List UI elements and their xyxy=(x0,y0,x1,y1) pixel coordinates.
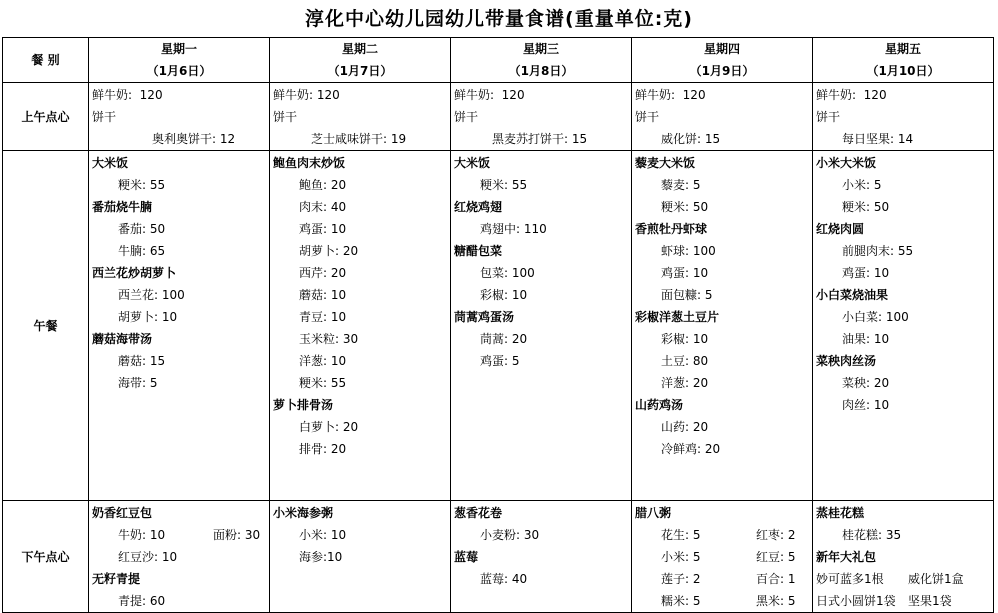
ingredient: 藜麦: 5 xyxy=(661,178,701,192)
ingredient: 番茄: 50 xyxy=(118,222,166,236)
dish-name: 小米大米饭 xyxy=(816,156,877,170)
snack-item: 每日坚果: 14 xyxy=(842,132,914,146)
afternoon-cell-mon xyxy=(89,501,270,613)
ingredient: 西兰花: 100 xyxy=(118,288,185,302)
morning-label: 上午点心 xyxy=(3,83,89,151)
ingredient: 小米: 5 xyxy=(842,178,882,192)
ingredient: 粳米: 50 xyxy=(842,200,890,214)
ingredient: 红豆沙: 10 xyxy=(118,550,178,564)
day-date: （1月8日） xyxy=(508,64,574,78)
dish-name: 山药鸡汤 xyxy=(635,398,684,412)
meal-label-header: 餐 别 xyxy=(3,38,89,83)
dish-name: 红烧肉圆 xyxy=(816,222,865,236)
dish-name: 鲍鱼肉末炒饭 xyxy=(273,156,346,170)
lunch-cell-thu xyxy=(632,151,813,501)
dish-name: 奶香红豆包 xyxy=(92,506,153,520)
lunch-label: 午餐 xyxy=(3,151,89,501)
dish-name: 大米饭 xyxy=(92,156,129,170)
day-header-tue xyxy=(270,38,451,83)
dish-name: 藜麦大米饭 xyxy=(635,156,696,170)
ingredient: 糯米: 5 xyxy=(661,594,701,608)
ingredient: 蓝莓: 40 xyxy=(480,572,528,586)
gift-item: 日式小圆饼1袋 xyxy=(816,594,896,608)
dish-name: 小白菜烧油果 xyxy=(816,288,889,302)
ingredient: 莲子: 2 xyxy=(661,572,701,586)
afternoon-cell-wed xyxy=(451,501,632,613)
ingredient: 面粉: 30 xyxy=(213,528,261,542)
gift-item: 坚果1袋 xyxy=(908,594,952,608)
dish-name: 萝卜排骨汤 xyxy=(273,398,334,412)
ingredient: 鲍鱼: 20 xyxy=(299,178,347,192)
ingredient-pair xyxy=(635,524,812,546)
ingredient: 彩椒: 10 xyxy=(480,288,528,302)
gift-item: 威化饼1盒 xyxy=(908,572,964,586)
dish-name: 番茄烧牛腩 xyxy=(92,200,153,214)
milk-line: 鲜牛奶: 120 xyxy=(454,88,525,102)
day-header-wed xyxy=(451,38,632,83)
dish-name: 茼蒿鸡蛋汤 xyxy=(454,310,515,324)
lunch-cell-tue xyxy=(270,151,451,501)
afternoon-cell-tue xyxy=(270,501,451,613)
afternoon-label: 下午点心 xyxy=(3,501,89,613)
biscuit-line: 饼干 xyxy=(273,110,298,124)
gift-pair xyxy=(816,568,993,590)
dish-name: 腊八粥 xyxy=(635,506,672,520)
dish-name: 葱香花卷 xyxy=(454,506,503,520)
ingredient: 海带: 5 xyxy=(118,376,158,390)
morning-cell-thu xyxy=(632,83,813,151)
dish-name: 糖醋包菜 xyxy=(454,244,503,258)
snack-item: 黑麦苏打饼干: 15 xyxy=(492,132,588,146)
ingredient: 玉米粒: 30 xyxy=(299,332,359,346)
dish-name: 蘑菇海带汤 xyxy=(92,332,153,346)
ingredient: 海参:10 xyxy=(299,550,343,564)
lunch-cell-wed xyxy=(451,151,632,501)
afternoon-cell-thu xyxy=(632,501,813,613)
day-date: （1月9日） xyxy=(689,64,755,78)
ingredient: 菜秧: 20 xyxy=(842,376,890,390)
ingredient: 土豆: 80 xyxy=(661,354,709,368)
milk-line: 鲜牛奶: 120 xyxy=(635,88,706,102)
afternoon-row xyxy=(3,501,994,613)
day-name: 星期五 xyxy=(884,42,921,56)
milk-line: 鲜牛奶: 120 xyxy=(273,88,340,102)
dish-name: 大米饭 xyxy=(454,156,491,170)
ingredient: 包菜: 100 xyxy=(480,266,535,280)
ingredient: 红豆: 5 xyxy=(756,550,796,564)
ingredient: 蘑菇: 15 xyxy=(118,354,166,368)
ingredient-pair xyxy=(635,546,812,568)
ingredient: 粳米: 55 xyxy=(299,376,347,390)
ingredient: 肉丝: 10 xyxy=(842,398,890,412)
dish-name: 西兰花炒胡萝卜 xyxy=(92,266,177,280)
morning-cell-mon xyxy=(89,83,270,151)
dish-name: 蓝莓 xyxy=(454,550,479,564)
afternoon-cell-fri xyxy=(813,501,994,613)
day-header-thu xyxy=(632,38,813,83)
morning-cell-fri xyxy=(813,83,994,151)
day-header-mon xyxy=(89,38,270,83)
dish-name: 小米海参粥 xyxy=(273,506,334,520)
ingredient: 粳米: 55 xyxy=(118,178,166,192)
ingredient-pair xyxy=(92,524,269,546)
milk-line: 鲜牛奶: 120 xyxy=(816,88,887,102)
day-date: （1月7日） xyxy=(327,64,393,78)
day-name: 星期二 xyxy=(341,42,378,56)
ingredient: 肉末: 40 xyxy=(299,200,347,214)
ingredient: 鸡蛋: 5 xyxy=(480,354,520,368)
ingredient: 红枣: 2 xyxy=(756,528,796,542)
day-name: 星期四 xyxy=(703,42,740,56)
ingredient: 小米: 10 xyxy=(299,528,347,542)
ingredient: 青提: 60 xyxy=(118,594,166,608)
ingredient: 洋葱: 10 xyxy=(299,354,347,368)
ingredient: 花生: 5 xyxy=(661,528,701,542)
snack-item: 奥利奥饼干: 12 xyxy=(152,132,236,146)
ingredient: 前腿肉末: 55 xyxy=(842,244,914,258)
lunch-row xyxy=(3,151,994,501)
ingredient: 冷鲜鸡: 20 xyxy=(661,442,721,456)
ingredient: 山药: 20 xyxy=(661,420,709,434)
ingredient: 黑米: 5 xyxy=(756,594,796,608)
ingredient: 洋葱: 20 xyxy=(661,376,709,390)
ingredient: 牛腩: 65 xyxy=(118,244,166,258)
dish-name: 彩椒洋葱土豆片 xyxy=(635,310,720,324)
snack-item: 威化饼: 15 xyxy=(661,132,721,146)
ingredient: 胡萝卜: 20 xyxy=(299,244,359,258)
day-header-fri xyxy=(813,38,994,83)
ingredient: 面包糠: 5 xyxy=(661,288,713,302)
ingredient: 茼蒿: 20 xyxy=(480,332,528,346)
day-date: （1月10日） xyxy=(866,64,940,78)
day-name: 星期三 xyxy=(522,42,559,56)
ingredient: 百合: 1 xyxy=(756,572,796,586)
ingredient: 小白菜: 100 xyxy=(842,310,909,324)
page-title: 淳化中心幼儿园幼儿带量食谱(重量单位:克) xyxy=(305,8,693,30)
ingredient: 桂花糕: 35 xyxy=(842,528,902,542)
morning-cell-tue xyxy=(270,83,451,151)
ingredient: 鸡蛋: 10 xyxy=(299,222,347,236)
ingredient: 排骨: 20 xyxy=(299,442,347,456)
gift-item: 妙可蓝多1根 xyxy=(816,572,884,586)
snack-item: 芝士咸味饼干: 19 xyxy=(311,132,407,146)
dish-name: 红烧鸡翅 xyxy=(454,200,503,214)
ingredient: 蘑菇: 10 xyxy=(299,288,347,302)
menu-table xyxy=(2,37,994,613)
ingredient: 彩椒: 10 xyxy=(661,332,709,346)
biscuit-line: 饼干 xyxy=(454,110,479,124)
ingredient: 粳米: 55 xyxy=(480,178,528,192)
morning-cell-wed xyxy=(451,83,632,151)
milk-line: 鲜牛奶: 120 xyxy=(92,88,163,102)
dish-name: 香煎牡丹虾球 xyxy=(635,222,708,236)
ingredient: 胡萝卜: 10 xyxy=(118,310,178,324)
lunch-cell-fri xyxy=(813,151,994,501)
dish-name: 无籽青提 xyxy=(92,572,141,586)
ingredient: 粳米: 50 xyxy=(661,200,709,214)
gift-pair xyxy=(816,590,993,612)
header-row xyxy=(3,38,994,83)
ingredient: 西芹: 20 xyxy=(299,266,347,280)
dish-name: 新年大礼包 xyxy=(816,550,877,564)
ingredient: 鸡翅中: 110 xyxy=(480,222,547,236)
ingredient-pair xyxy=(635,568,812,590)
ingredient: 青豆: 10 xyxy=(299,310,347,324)
ingredient: 牛奶: 10 xyxy=(118,528,166,542)
biscuit-line: 饼干 xyxy=(816,110,841,124)
morning-row xyxy=(3,83,994,151)
ingredient: 鸡蛋: 10 xyxy=(842,266,890,280)
biscuit-line: 饼干 xyxy=(92,110,117,124)
day-name: 星期一 xyxy=(160,42,197,56)
ingredient: 小麦粉: 30 xyxy=(480,528,540,542)
day-date: （1月6日） xyxy=(146,64,212,78)
dish-name: 蒸桂花糕 xyxy=(816,506,865,520)
ingredient: 鸡蛋: 10 xyxy=(661,266,709,280)
biscuit-line: 饼干 xyxy=(635,110,660,124)
ingredient-pair xyxy=(635,590,812,612)
ingredient: 油果: 10 xyxy=(842,332,890,346)
ingredient: 虾球: 100 xyxy=(661,244,716,258)
dish-name: 菜秧肉丝汤 xyxy=(816,354,877,368)
ingredient: 白萝卜: 20 xyxy=(299,420,359,434)
ingredient: 小米: 5 xyxy=(661,550,701,564)
lunch-cell-mon xyxy=(89,151,270,501)
